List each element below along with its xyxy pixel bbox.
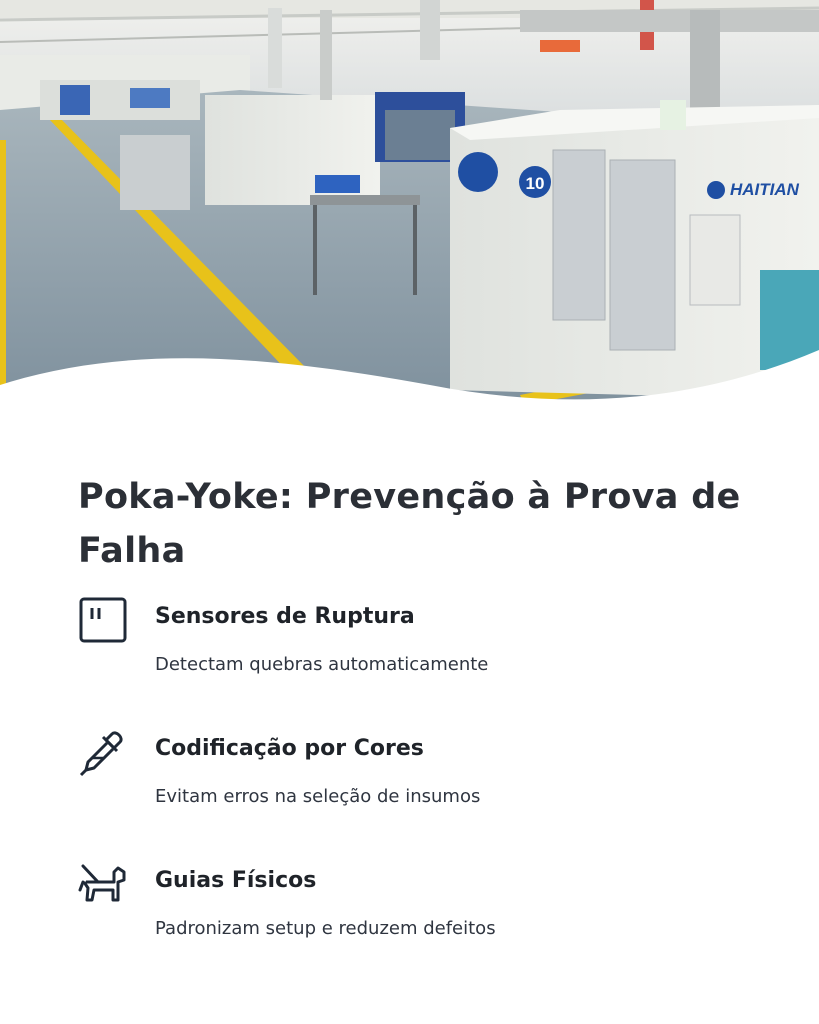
hero-photo <box>0 0 819 420</box>
feature-description: Padronizam setup e reduzem defeitos <box>155 918 496 939</box>
wave-divider <box>0 330 819 420</box>
feature-item <box>78 728 758 860</box>
feature-title: Guias Físicos <box>155 868 317 893</box>
guide-dog-icon <box>78 860 128 910</box>
feature-description: Detectam quebras automaticamente <box>155 654 489 675</box>
feature-item <box>78 860 758 992</box>
machine-brand-logo: HAITIAN <box>730 180 799 199</box>
eyedropper-icon <box>78 728 128 778</box>
feature-title: Sensores de Ruptura <box>155 604 415 629</box>
feature-description: Evitam erros na seleção de insumos <box>155 786 481 807</box>
pause-square-icon <box>78 596 128 646</box>
page-title: Poka-Yoke: Prevenção à Prova de Falha <box>78 477 741 571</box>
feature-item <box>78 596 758 728</box>
content-section <box>78 470 758 578</box>
machine-number: 10 <box>525 174 545 193</box>
feature-list <box>78 596 758 992</box>
feature-title: Codificação por Cores <box>155 736 424 761</box>
